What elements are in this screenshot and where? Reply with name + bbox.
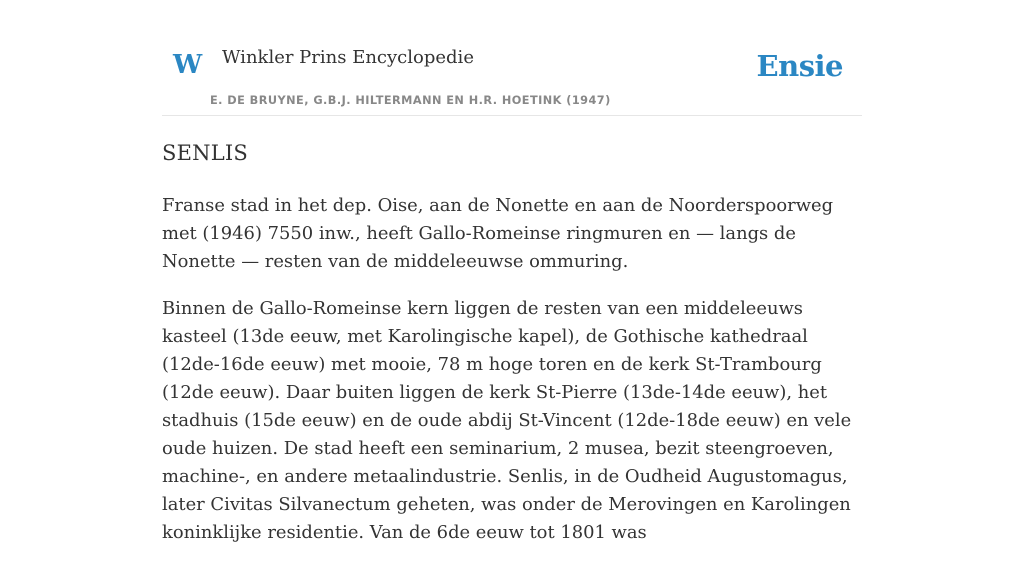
- entry-paragraph: Franse stad in het dep. Oise, aan de Nonette en aan de Noorderspoorweg met (1946) 7550 inw., heeft Gallo-Romeinse ringmuren en — langs de Nonette — resten van de middeleeuwse ommuring.: [162, 195, 834, 272]
- entry-paragraph: Binnen de Gallo-Romeinse kern liggen de resten van een middeleeuws kasteel (13de eeuw, met Karolingische kapel), de Gothische kathedraal (12de-16de eeuw) met mooie, 78 m hoge toren en de kerk St-Trambourg (12de eeuw). Daar buiten liggen de kerk St-Pierre (13de-14de eeuw), het stadhuis (15de eeuw) en de oude abdij St-Vincent (12de-18de eeuw) en vele oude huizen. De stad heeft een seminarium, 2 musea, bezit steengroeven, machine-, en andere metaalindustrie. Senlis, in de Oudheid Augustomagus, later Civitas Silvanectum geheten, was onder de Merovingen en Karolingen koninklijke residentie. Van de 6de eeuw tot 1801 was: [162, 298, 852, 543]
- entry-body: [162, 192, 868, 566]
- page: [162, 0, 862, 543]
- source-title-link[interactable]: Winkler Prins Encyclopedie: [222, 47, 474, 68]
- ensie-logo-link[interactable]: Ensie: [756, 49, 843, 83]
- entry-headword: SENLIS: [162, 141, 248, 165]
- source-authors: E. DE BRUYNE, G.B.J. HILTERMANN EN H.R. HOETINK (1947): [210, 94, 611, 107]
- winkler-prins-logo[interactable]: W: [173, 50, 203, 80]
- source-header: [162, 0, 862, 116]
